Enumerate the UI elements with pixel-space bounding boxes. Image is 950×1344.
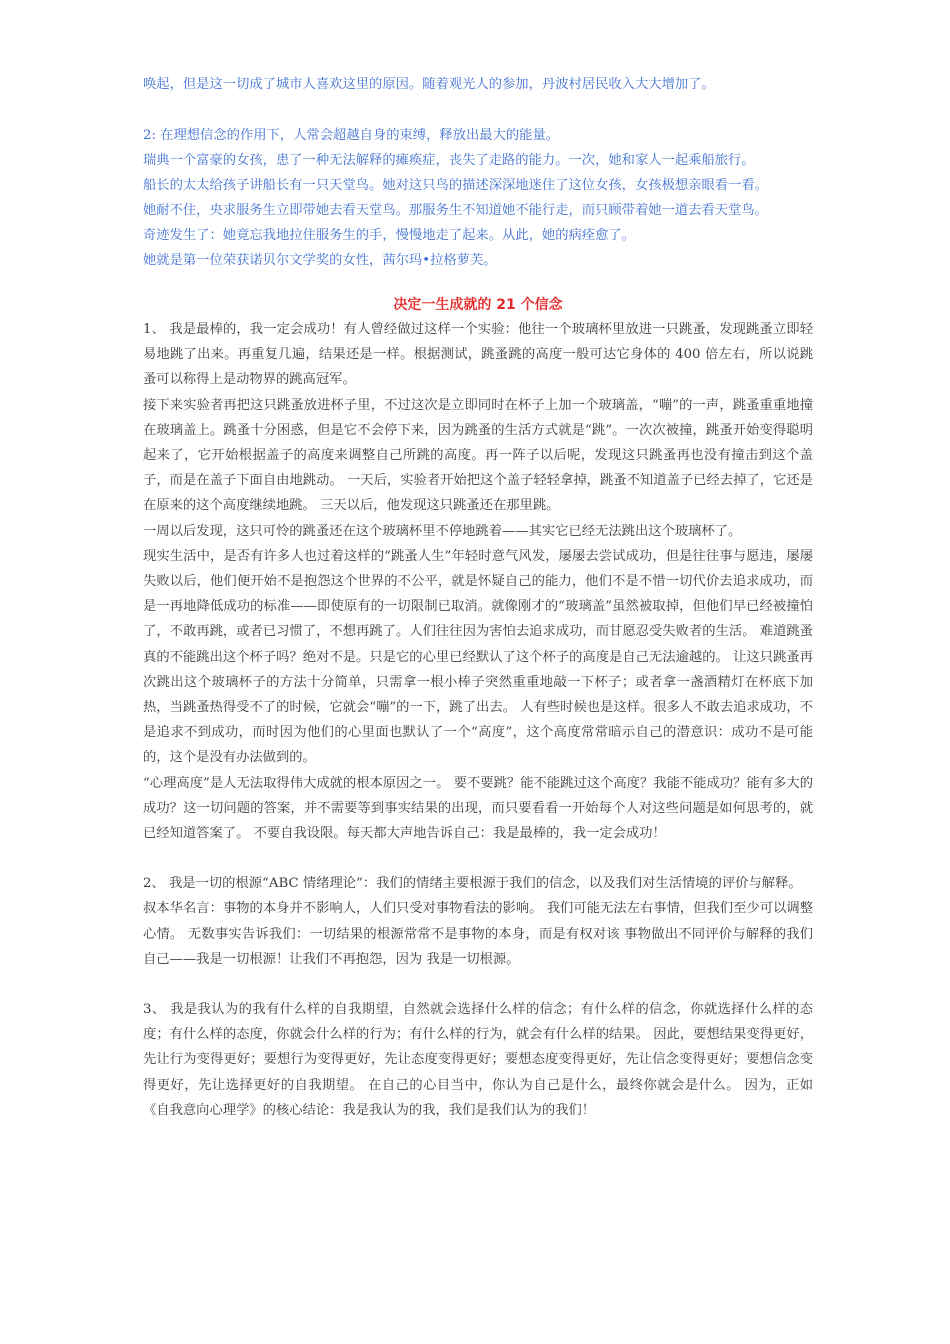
paragraph: 3、 我是我认为的我有什么样的自我期望，自然就会选择什么样的信念；有什么样的信念，你就选择什么样的态度；有什么样的态度，你就会什么样的行为；有什么样的行为，就会有什么样的结果。 因此，要想结果变得更好，先让行为变得更好；要想行为变得更好，先让态度变得更好；要想态度变得更好，先让信念变得更好；要想信念变得更好，先让选择更好的自我期望。 在自己的心目当中，你认为自己是什么，最终你就会是什么。 因为，正如《自我意向心理学》的核心结论：我是我认为的我，我们是我们认为的我们！ bbox=[143, 1002, 813, 1118]
story-line: 她就是第一位荣获诺贝尔文学奖的女性，茜尔玛•拉格萝芙。 bbox=[143, 253, 497, 268]
paragraph-gap bbox=[143, 972, 813, 997]
paragraph: “心理高度”是人无法取得伟大成就的根本原因之一。 要不要跳？能不能跳过这个高度？我能不能成功？能有多大的成功？这一切问题的答案，并不需要等到事实结果的出现，而只要看看一开始每个人对这些问题是如何思考的，就已经知道答案了。 不要自我设限。每天都大声地告诉自己：我是最棒的，我一定会成功！ bbox=[143, 775, 813, 842]
story-line: 她耐不住，央求服务生立即带她去看天堂鸟。那服务生不知道她不能行走，而只顾带着她一道去看天堂鸟。 bbox=[143, 203, 768, 218]
belief-3 bbox=[143, 997, 813, 1123]
belief-2 bbox=[143, 871, 813, 972]
story-line: 瑞典一个富豪的女孩，患了一种无法解释的瘫痪症，丧失了走路的能力。一次，她和家人一起乘船旅行。 bbox=[143, 153, 755, 168]
story-line: 奇迹发生了：她竟忘我地拉住服务生的手，慢慢地走了起来。从此，她的病痊愈了。 bbox=[143, 228, 635, 243]
belief-1 bbox=[143, 317, 813, 846]
paragraph: 接下来实验者再把这只跳蚤放进杯子里，不过这次是立即同时在杯子上加一个玻璃盖，“嘣”的一声，跳蚤重重地撞在玻璃盖上。跳蚤十分困惑，但是它不会停下来，因为跳蚤的生活方式就是“跳”。一次次被撞，跳蚤开始变得聪明起来了，它开始根据盖子的高度来调整自己所跳的高度。再一阵子以后呢，发现这只跳蚤再也没有撞击到这个盖子，而是在盖子下面自由地跳动。 一天后，实验者开始把这个盖子轻轻拿掉，跳蚤不知道盖子已经去掉了，它还是在原来的这个高度继续地跳。 三天以后，他发现这只跳蚤还在那里跳。 bbox=[143, 397, 813, 514]
section-title: 决定一生成就的 21 个信念 bbox=[393, 297, 563, 313]
paragraph: 2、 我是一切的根源“ABC 情绪理论”：我们的情绪主要根源于我们的信念，以及我们对生活情境的评价与解释。 bbox=[143, 876, 802, 892]
story-line: 船长的太太给孩子讲船长有一只天堂鸟。她对这只鸟的描述深深地迷住了这位女孩，女孩极想亲眼看一看。 bbox=[143, 178, 768, 193]
document-page bbox=[143, 72, 813, 1123]
story-line: 2: 在理想信念的作用下，人常会超越自身的束缚，释放出最大的能量。 bbox=[143, 128, 560, 143]
story-block bbox=[143, 72, 813, 273]
paragraph-gap bbox=[143, 846, 813, 871]
paragraph: 叔本华名言：事物的本身并不影响人，人们只受对事物看法的影响。 我们可能无法左右事情，但我们至少可以调整心情。 无数事实告诉我们：一切结果的根源常常不是事物的本身，而是有权对该 事物做出不同评价与解释的我们自己——我是一切根源！让我们不再抱怨，因为 我是一切根源。 bbox=[143, 901, 813, 967]
paragraph: 一周以后发现，这只可怜的跳蚤还在这个玻璃杯里不停地跳着——其实它已经无法跳出这个玻璃杯了。 bbox=[143, 523, 742, 539]
paragraph: 1、 我是最棒的，我一定会成功！有人曾经做过这样一个实验：他往一个玻璃杯里放进一只跳蚤，发现跳蚤立即轻易地跳了出来。再重复几遍，结果还是一样。根据测试，跳蚤跳的高度一般可达它身体的 400 倍左右，所以说跳蚤可以称得上是动物界的跳高冠军。 bbox=[143, 322, 813, 388]
paragraph: 现实生活中，是否有许多人也过着这样的“跳蚤人生”年轻时意气风发，屡屡去尝试成功，但是往往事与愿违，屡屡失败以后，他们便开始不是抱怨这个世界的不公平，就是怀疑自己的能力，他们不是不惜一切代价去追求成功，而是一再地降低成功的标准——即使原有的一切限制已取消。就像刚才的“玻璃盖”虽然被取掉，但他们早已经被撞怕了，不敢再跳，或者已习惯了，不想再跳了。人们往往因为害怕去追求成功，而甘愿忍受失败者的生活。 难道跳蚤真的不能跳出这个杯子吗？绝对不是。只是它的心里已经默认了这个杯子的高度是自己无法逾越的。 让这只跳蚤再次跳出这个玻璃杯子的方法十分简单，只需拿一根小棒子突然重重地敲一下杯子；或者拿一盏酒精灯在杯底下加热，当跳蚤热得受不了的时候，它就会“嘣”的一下，跳了出去。 人有些时候也是这样。很多人不敢去追求成功，不是追求不到成功，而时因为他们的心里面也默认了一个“高度”，这个高度常常暗示自己的潜意识：成功不是可能的，这个是没有办法做到的。 bbox=[143, 548, 813, 766]
paragraph-gap bbox=[143, 97, 813, 123]
story-intro-line: 唤起，但是这一切成了城市人喜欢这里的原因。随着观光人的参加，丹波村居民收入大大增加了。 bbox=[143, 77, 715, 92]
